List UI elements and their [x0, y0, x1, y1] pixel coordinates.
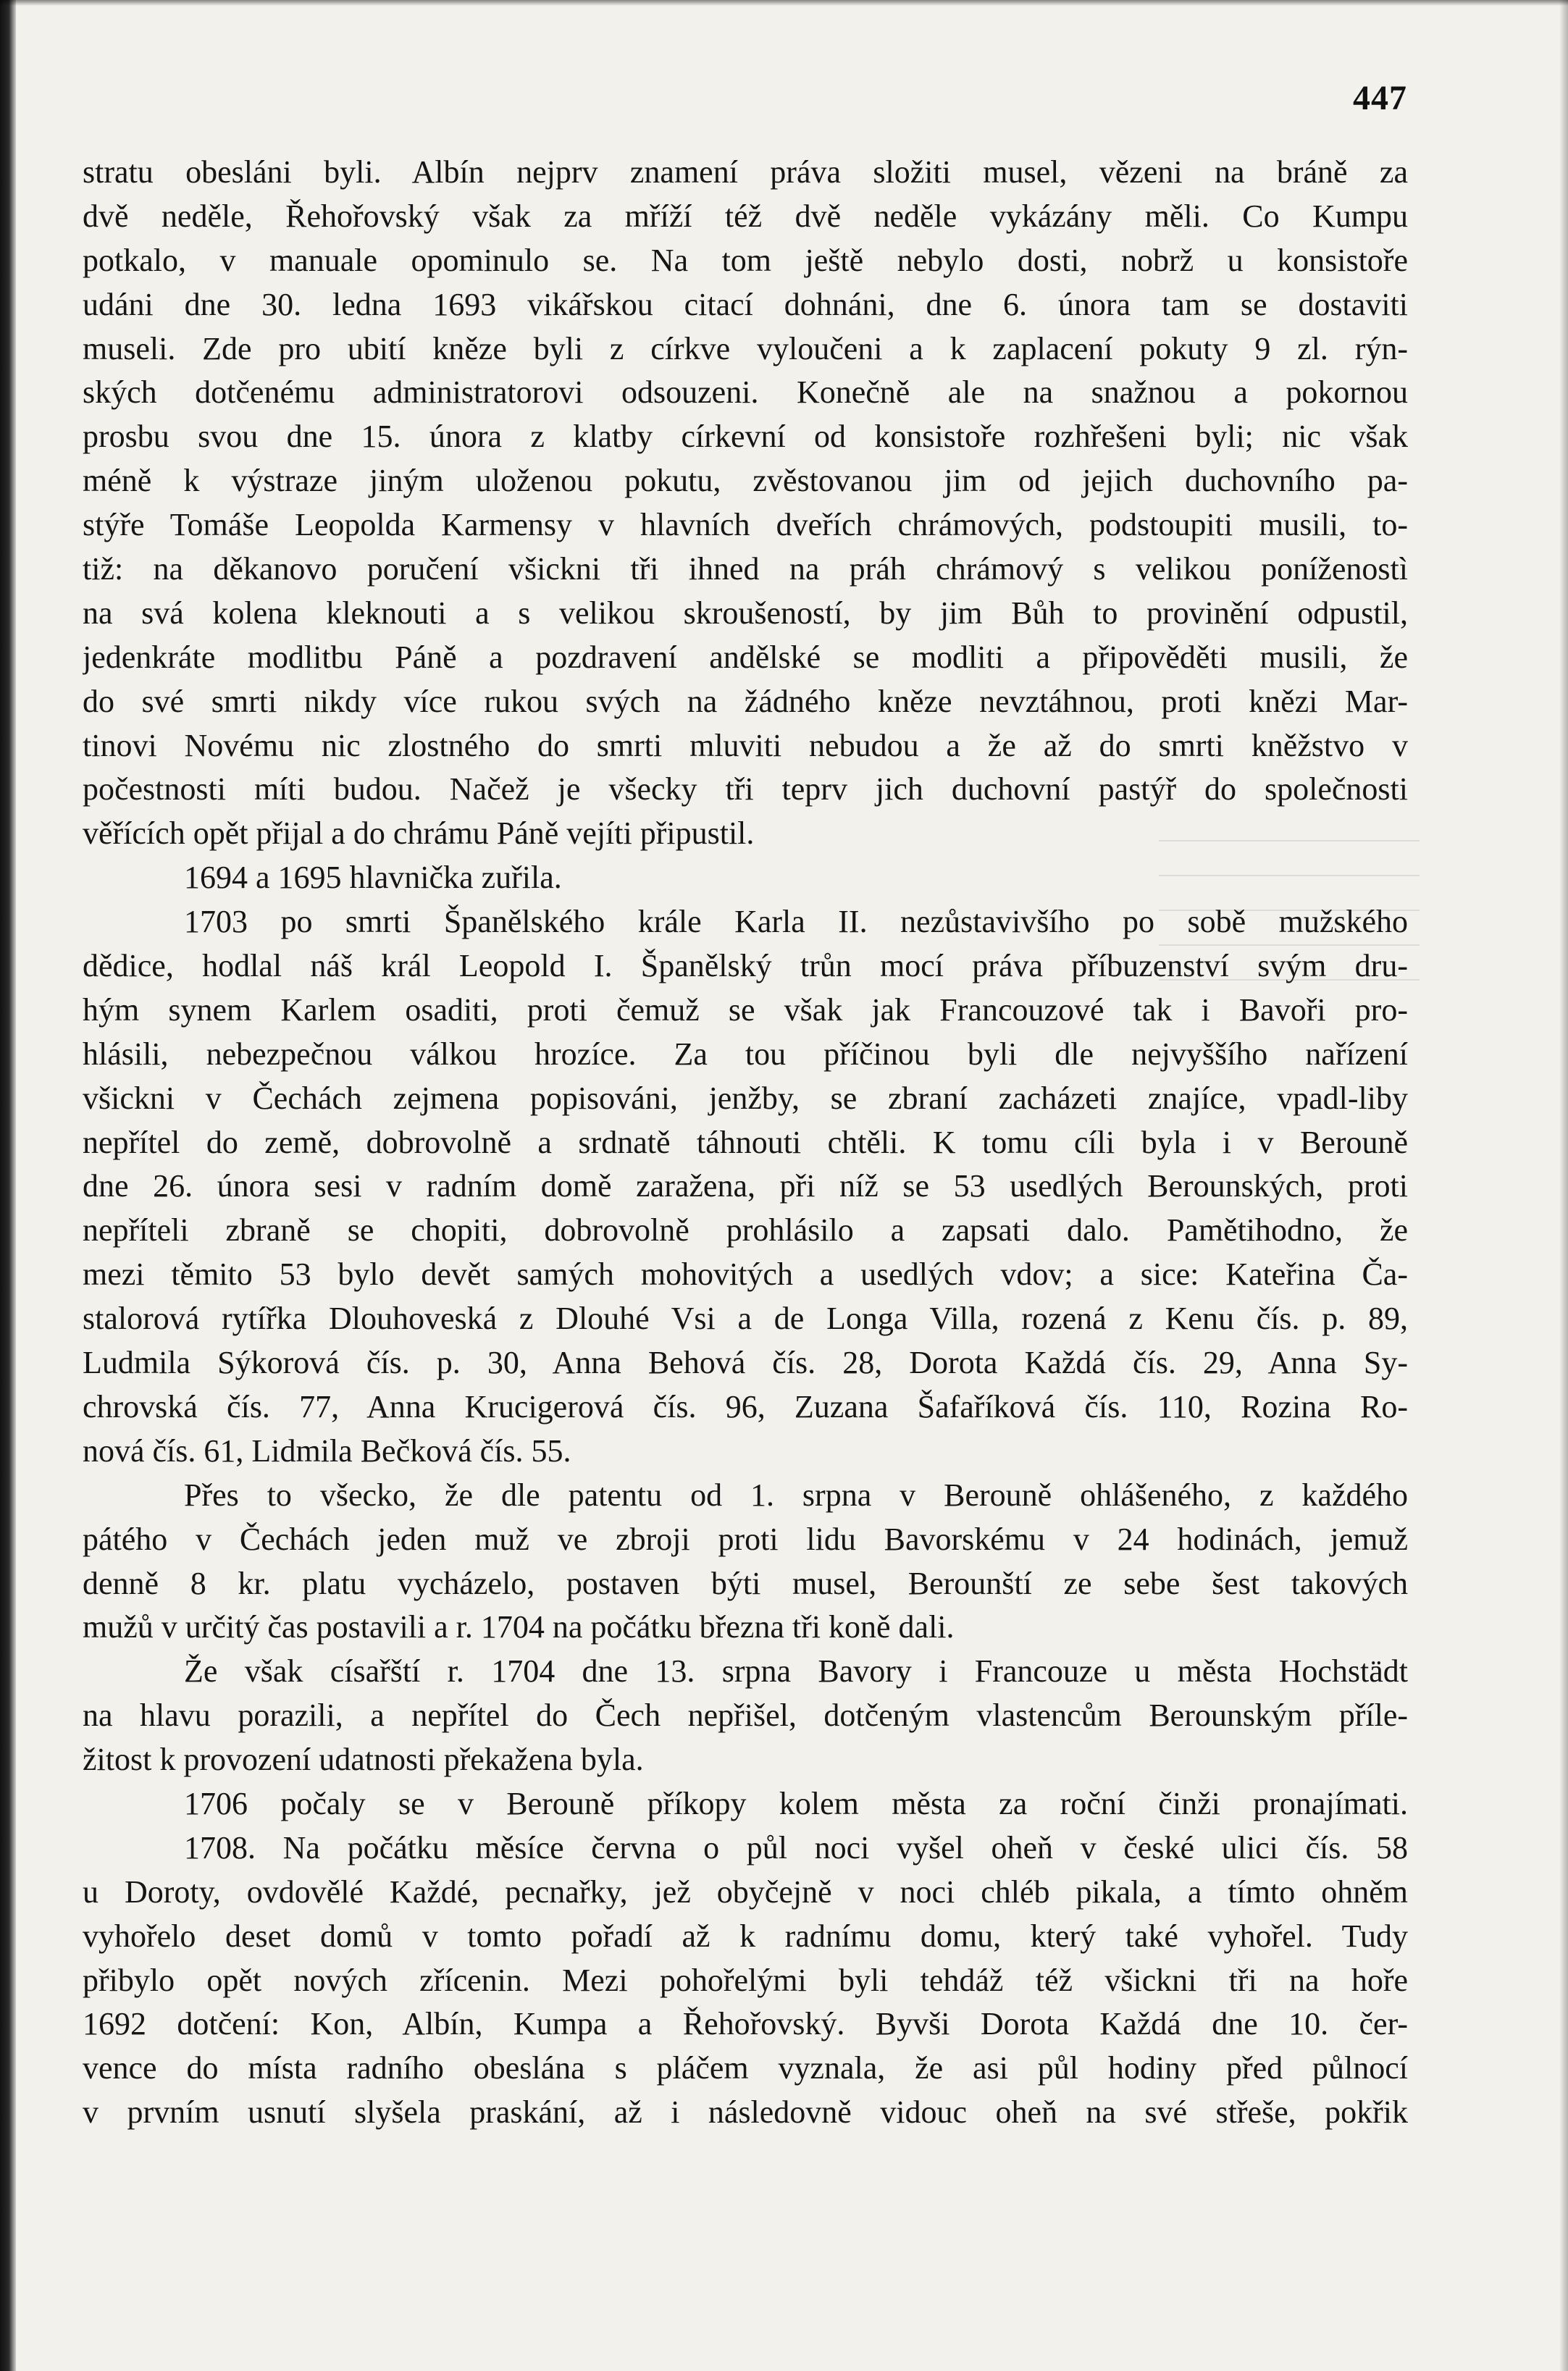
text-line: všickni v Čechách zejmena popisováni, jenžby, se zbraní zacházeti znajíce, vpadl-liby: [83, 1080, 1408, 1116]
text-line: jedenkráte modlitbu Páně a pozdravení andělské se modliti a připověděti musili, že: [83, 639, 1408, 675]
text-line: přibylo opět nových zřícenin. Mezi pohořelými byli tehdáž též všickni tři na hoře: [83, 1962, 1408, 1998]
text-line: 1708. Na počátku měsíce června o půl noci vyšel oheň v české ulici čís. 58: [184, 1829, 1408, 1866]
text-line: nepřítel do země, dobrovolně a srdnatě táhnouti chtěli. K tomu cíli byla i v Berouně: [83, 1124, 1408, 1160]
right-edge-shadow: [1559, 0, 1568, 2371]
text-line: mezi těmito 53 bylo devět samých mohovitých a usedlých vdov; a sice: Kateřina Ča-: [83, 1256, 1408, 1293]
text-line: 1703 po smrti Španělského krále Karla II. nezůstavivšího po sobě mužského: [184, 904, 1408, 940]
text-line: stýře Tomáše Leopolda Karmensy v hlavních dveřích chrámových, podstoupiti musili, to-: [83, 507, 1408, 543]
text-line: nepříteli zbraně se chopiti, dobrovolně prohlásilo a zapsati dalo. Pamětihodno, že: [83, 1212, 1408, 1249]
text-line: chrovská čís. 77, Anna Krucigerová čís. 96, Zuzana Šafaříková čís. 110, Rozina Ro-: [83, 1388, 1408, 1424]
text-line: vyhořelo deset domů v tomto pořadí až k radnímu domu, který také vyhořel. Tudy: [83, 1918, 1408, 1954]
text-line: pátého v Čechách jeden muž ve zbroji proti lidu Bavorskému v 24 hodinách, jemuž: [83, 1521, 1408, 1557]
text-line: na hlavu porazili, a nepřítel do Čech nepřišel, dotčeným vlastencům Berounským příle-: [83, 1698, 1408, 1734]
text-line: na svá kolena kleknouti a s velikou skroušeností, by jim Bůh to provinění odpustil,: [83, 595, 1408, 631]
text-line: počestnosti míti budou. Načež je všecky tři teprv jich duchovní pastýř do společnosti: [83, 771, 1408, 807]
text-line: prosbu svou dne 15. února z klatby církevní od konsistoře rozhřešeni byli; nic však: [83, 419, 1408, 455]
text-line: méně k výstraze jiným uloženou pokutu, zvěstovanou jim od jejich duchovního pa-: [83, 463, 1408, 499]
text-line: museli. Zde pro ubití kněze byli z církve vyloučeni a k zaplacení pokuty 9 zl. rýn-: [83, 330, 1408, 366]
text-line: žitost k provození udatnosti překažena byla.: [83, 1742, 644, 1778]
text-line: hým synem Karlem osaditi, proti čemuž se však jak Francouzové tak i Bavoři pro-: [83, 991, 1408, 1028]
text-line: Že však císařští r. 1704 dne 13. srpna Bavory i Francouze u města Hochstädt: [184, 1653, 1408, 1690]
text-line: potkalo, v manuale opominulo se. Na tom ještě nebylo dosti, nobrž u konsistoře: [83, 242, 1408, 278]
text-line: dědice, hodlal náš král Leopold I. Španělský trůn mocí práva příbuzenství svým dru-: [83, 948, 1408, 984]
text-line: dvě neděle, Řehořovský však za mříží též dvě neděle vykázány měli. Co Kumpu: [83, 198, 1408, 234]
text-line: mužů v určitý čas postavili a r. 1704 na počátku března tři koně dali.: [83, 1609, 955, 1645]
text-line: věřících opět přijal a do chrámu Páně vejíti připustil.: [83, 815, 755, 852]
text-line: dne 26. února sesi v radním domě zaražena, při níž se 53 usedlých Berounských, proti: [83, 1168, 1408, 1204]
text-line: tinovi Novému nic zlostného do smrti mluviti nebudou a že až do smrti kněžstvo v: [83, 727, 1408, 763]
text-line: ských dotčenému administratorovi odsouzeni. Konečně ale na snažnou a pokornou: [83, 374, 1408, 411]
text-line: v prvním usnutí slyšela praskání, až i následovně vidouc oheň na své střeše, pokřik: [83, 2094, 1408, 2131]
body-text: [83, 151, 1408, 2135]
text-line: nová čís. 61, Lidmila Bečková čís. 55.: [83, 1432, 571, 1469]
text-line: denně 8 kr. platu vycházelo, postaven býti musel, Berounští ze sebe šest takových: [83, 1565, 1408, 1601]
text-line: Ludmila Sýkorová čís. p. 30, Anna Behová čís. 28, Dorota Každá čís. 29, Anna Sy-: [83, 1345, 1408, 1381]
text-line: 1692 dotčení: Kon, Albín, Kumpa a Řehořovský. Byvši Dorota Každá dne 10. čer-: [83, 2006, 1408, 2042]
text-line: 1706 počaly se v Berouně příkopy kolem města za roční činži pronajímati.: [184, 1785, 1408, 1821]
text-line: Přes to všecko, že dle patentu od 1. srpna v Berouně ohlášeného, z každého: [184, 1477, 1408, 1513]
text-line: stratu obesláni byli. Albín nejprv znamení práva složiti musel, vězeni na bráně za: [83, 154, 1408, 190]
binding-shadow: [0, 0, 16, 2371]
page-number: 447: [1353, 79, 1407, 117]
text-line: tiž: na děkanovo poručení všickni tři ihned na práh chrámový s velikou poníženostì: [83, 551, 1408, 587]
text-line: u Doroty, ovdovělé Každé, pecnařky, jež obyčejně v noci chléb pikala, a tímto ohněm: [83, 1873, 1408, 1910]
text-line: do své smrti nikdy více rukou svých na žádného kněze nevztáhnou, proti knězi Mar-: [83, 683, 1408, 719]
top-edge-shadow: [0, 0, 1568, 6]
text-line: udáni dne 30. ledna 1693 vikářskou citací dohnáni, dne 6. února tam se dostaviti: [83, 286, 1408, 322]
text-line: hlásili, nebezpečnou válkou hrozíce. Za tou příčinou byli dle nejvyššího nařízení: [83, 1036, 1408, 1072]
text-line: vence do místa radního obeslána s pláčem vyznala, že asi půl hodiny před půlnocí: [83, 2050, 1408, 2086]
text-line: 1694 a 1695 hlavnička zuřila.: [184, 860, 562, 896]
text-line: stalorová rytířka Dlouhoveská z Dlouhé Vsi a de Longa Villa, rozená z Kenu čís. p. 89,: [83, 1301, 1408, 1337]
